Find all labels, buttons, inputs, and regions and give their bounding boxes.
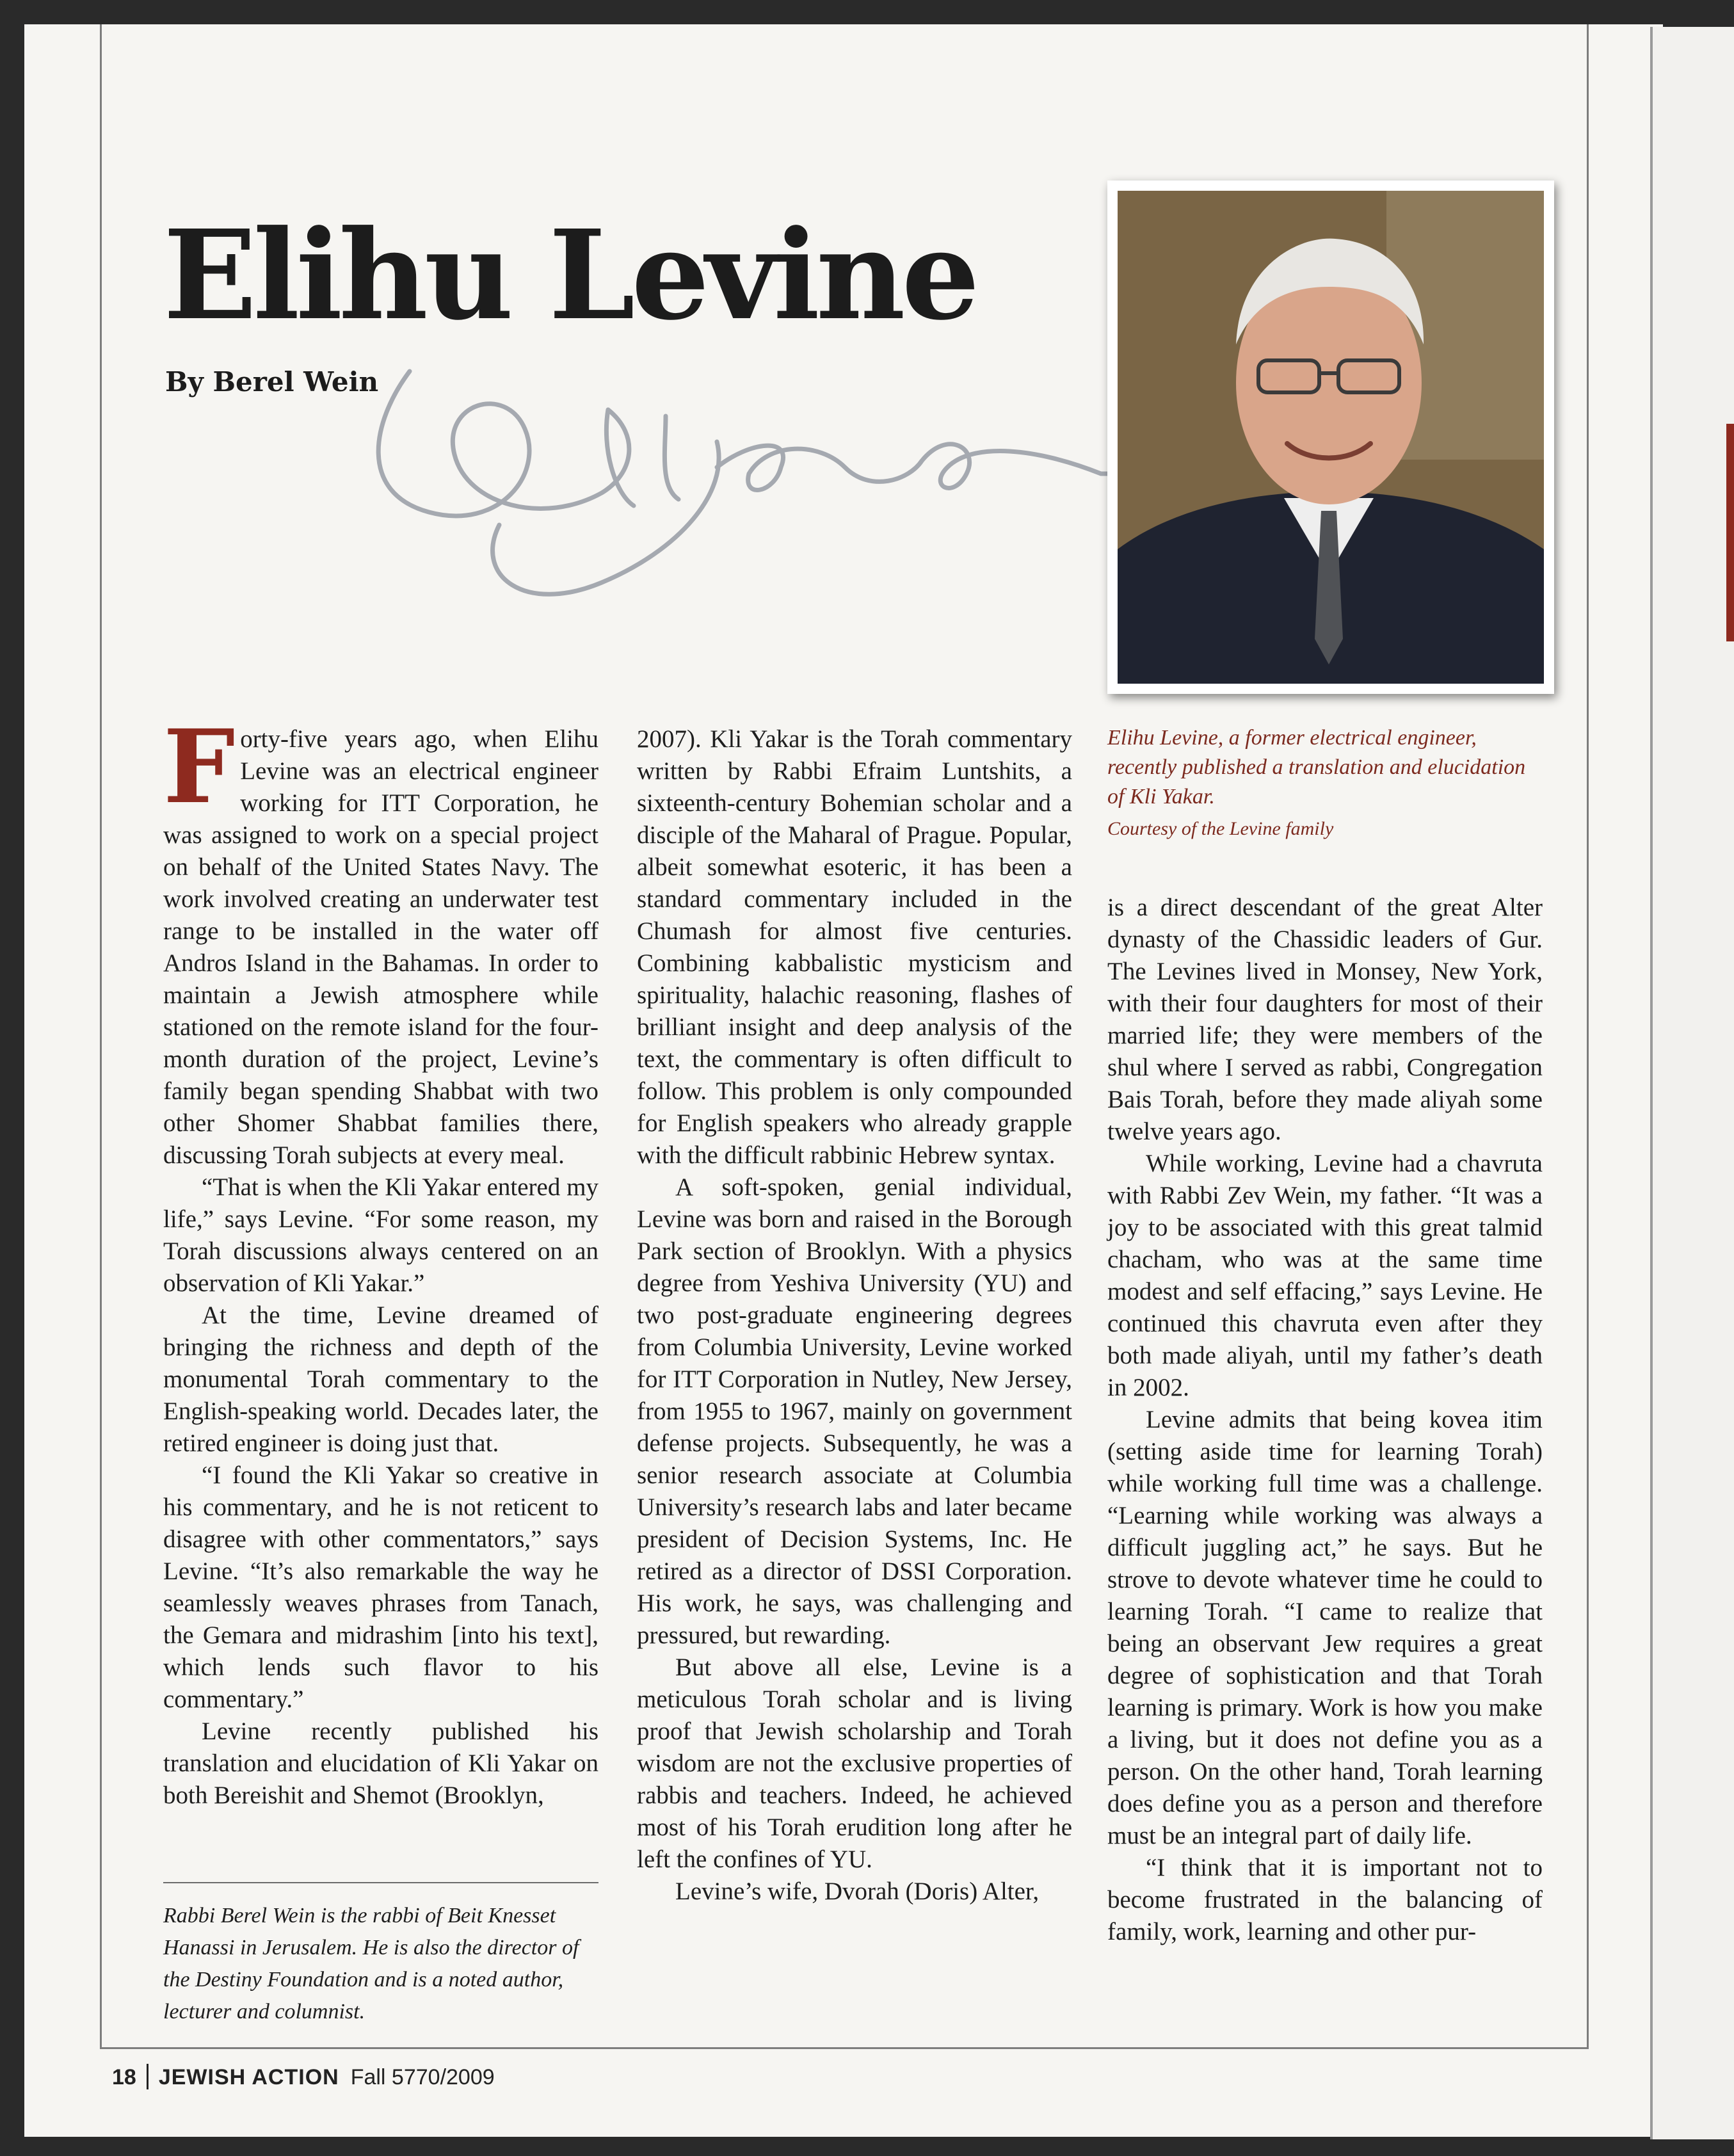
paragraph	[163, 708, 598, 1171]
adjacent-page-edge	[1650, 27, 1734, 2139]
portrait-illustration	[1118, 191, 1544, 684]
paragraph-text: orty-five years ago, when Elihu Levine was an electrical engineer working for ITT Corporation, he was assigned to work on a special project on behalf of the United States Navy. The work involved creating an underwater test range to be installed in the water off Andros Island in the Bahamas. In order to maintain a Jewish atmosphere while stationed on the remote island for the four-month duration of the project, Levine’s family began spending Shabbat with two other Shomer Shabbat families there, discussing Torah subjects at every meal.	[163, 725, 598, 1169]
portrait-photo	[1107, 181, 1554, 694]
article-column-2	[637, 723, 1072, 1908]
magazine-name: JEWISH ACTION	[158, 2065, 339, 2089]
bio-divider	[163, 1882, 598, 1883]
paragraph: “I found the Kli Yakar so creative in his commentary, and he is not reticent to disagree with other commentators,” says Levine. “It’s also remarkable the way he seamlessly weaves phrases from Tanach, the Gemara and midrashim [into his text], which lends such flavor to his commentary.”	[163, 1461, 598, 1713]
paragraph: is a direct descendant of the great Alter dynasty of the Chassidic leaders of Gur. The Levines lived in Monsey, New York, with their four daughters for most of their married life; they were members of the shul where I served as rabbi, Congregation Bais Torah, before they made aliyah some twelve years ago.	[1107, 894, 1543, 1145]
paragraph: At the time, Levine dreamed of bringing the richness and depth of the monumental Torah commentary to the English-speaking world. Decades later, the retired engineer is doing just that.	[163, 1301, 598, 1457]
paragraph: A soft-spoken, genial individual, Levine was born and raised in the Borough Park section of Brooklyn. With a physics degree from Yeshiva University (YU) and two post-graduate engineering degrees from Columbia University, Levine worked for ITT Corporation in Nutley, New Jersey, from 1955 to 1967, mainly on government defense projects. Subsequently, he was a senior research associate at Columbia University’s research labs and later became president of Decision Systems, Inc. He retired as a director of DSSI Corporation. His work, he says, was challenging and pressured, but rewarding.	[637, 1173, 1072, 1649]
photo-credit: Courtesy of the Levine family	[1107, 818, 1334, 839]
paragraph: Levine recently published his translation and elucidation of Kli Yakar on both Bereishit and Shemot (Brooklyn,	[163, 1718, 598, 1809]
paragraph: While working, Levine had a chavruta with Rabbi Zev Wein, my father. “It was a joy to be associated with this great talmid chacham, who was at the same time modest and self effacing,” says Levine. He continued this chavruta even after they both made aliyah, until my father’s death in 2002.	[1107, 1150, 1543, 1401]
article-column-1	[163, 708, 598, 1812]
article-title: Elihu Levine	[163, 204, 976, 348]
paragraph: “I think that it is important not to become frustrated in the balancing of family, work, learning and other pur-	[1107, 1854, 1543, 1945]
article-byline: By Berel Wein	[165, 366, 379, 398]
photo-caption	[1107, 723, 1543, 844]
caption-text: Elihu Levine, a former electrical engineer, recently published a translation and elucidation of Kli Yakar.	[1107, 726, 1526, 808]
footer-divider	[147, 2064, 149, 2089]
page-footer	[112, 2064, 495, 2090]
paragraph: “That is when the Kli Yakar entered my life,” says Levine. “For some reason, my Torah discussions always centered on an observation of Kli Yakar.”	[163, 1173, 598, 1297]
article-column-3	[1107, 892, 1543, 1948]
issue-label: Fall 5770/2009	[350, 2065, 495, 2089]
paragraph: But above all else, Levine is a meticulous Torah scholar and is living proof that Jewish scholarship and Torah wisdom are not the exclusive properties of rabbis and teachers. Indeed, he achieved most of his Torah erudition long after he left the confines of YU.	[637, 1653, 1072, 1873]
drop-cap: F	[163, 708, 236, 826]
paragraph: Levine admits that being kovea itim (setting aside time for learning Torah) while working full time was a challenge. “Learning while working was always a difficult juggling act,” he says. But he strove to devote whatever time he could to learning Torah. “I came to realize that being an observant Jew requires a great degree of sophistication and that Torah learning is primary. Work is how you make a living, but it does not define you as a person. On the other hand, Torah learning does define you as a person and therefore must be an integral part of daily life.	[1107, 1406, 1543, 1849]
paragraph: Levine’s wife, Dvorah (Doris) Alter,	[675, 1878, 1040, 1905]
page-number: 18	[112, 2065, 136, 2089]
author-bio: Rabbi Berel Wein is the rabbi of Beit Knesset Hanassi in Jerusalem. He is also the director of the Destiny Foundation and is a noted author, lecturer and columnist.	[163, 1904, 579, 2023]
paragraph: 2007). Kli Yakar is the Torah commentary written by Rabbi Efraim Luntshits, a sixteenth-century Bohemian scholar and a disciple of the Maharal of Prague. Popular, albeit somewhat esoteric, it has been a standard commentary included in the Chumash for almost five centuries. Combining kabbalistic mysticism and spirituality, halachic reasoning, flashes of brilliant insight and deep analysis of the text, the commentary is often difficult to follow. This problem is only compounded for English speakers who already grapple with the difficult rabbinic Hebrew syntax.	[637, 725, 1072, 1169]
adjacent-page-accent-stripe	[1726, 424, 1734, 641]
